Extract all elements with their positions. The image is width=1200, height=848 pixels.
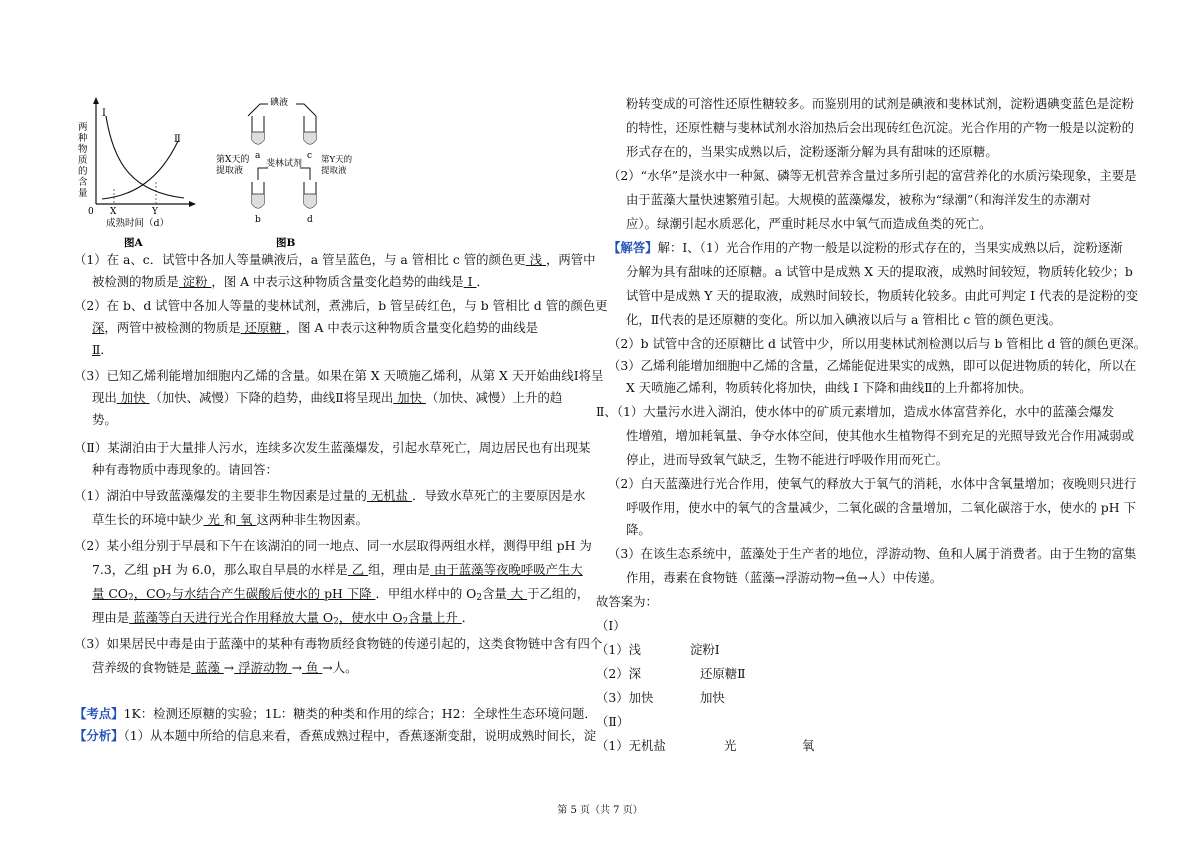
- tube-c: [304, 116, 316, 144]
- graph-a-x-arrow: [189, 201, 196, 207]
- kaodian-line: 【考点】1K：检测还原糖的实验；1L：糖类的种类和作用的综合；H2：全球性生态环境问题．: [74, 706, 597, 721]
- p2q2-line-1: （2）某小组分别于早晨和下午在该湖泊的同一地点、同一水层取得两组水样，测得甲组 pH 为: [74, 538, 592, 553]
- answer-1: （1）浅 淀粉Ⅰ: [596, 642, 720, 657]
- q1-line-1: （1）在 a、c．试管中各加人等量碘液后，a 管呈蓝色，与 a 管相比 c 管的颜色更 浅 ，两管中: [74, 252, 596, 267]
- right-line-4: （2）“水华”是淡水中一种氮、磷等无机营养含量过多所引起的富营养化的水质污染现象，主要是: [608, 168, 1137, 183]
- q3-line-2: 现出 加快 （加快、减慢）下降的趋势，曲线Ⅱ将呈现出 加快 （加快、减慢）上升的趋: [92, 390, 563, 405]
- graph-b-left-label-1: 第X天的: [216, 155, 250, 165]
- q2-line-3: Ⅱ．: [92, 342, 113, 357]
- graph-b-right-label-1: 第Y天的: [321, 155, 353, 165]
- right-line-15: 性增殖，增加耗氧量、争夺水体空间，使其他水生植物得不到充足的光照导致光合作用减弱或: [626, 428, 1135, 443]
- answer-heading: 故答案为：: [596, 594, 658, 609]
- tube-b: [252, 182, 264, 208]
- graph-b-arrow-right-top: [296, 104, 316, 116]
- graph-b: [216, 96, 353, 249]
- graph-a-origin: 0: [88, 207, 94, 217]
- graph-a-curve-1-label: Ⅰ: [102, 108, 106, 119]
- answer-3: （3）加快 加快: [596, 690, 725, 705]
- page-footer: 第 5 页（共 7 页）: [557, 805, 643, 816]
- p2q1-line-1: （1）湖泊中导致蓝藻爆发的主要非生物因素是过量的 无机盐 ．导致水草死亡的主要原因是水: [74, 488, 586, 503]
- answer-p2-1: （1）无机盐 光 氧: [596, 738, 815, 753]
- graph-a: [78, 97, 196, 249]
- p2q2-line-2: 7.3，乙组 pH 为 6.0，那么取自早晨的水样是 乙 组，理由是 由于蓝藻等夜晚呼吸产生大: [92, 562, 583, 577]
- right-line-16: 停止，进而导致氧气缺乏，生物不能进行呼吸作用而死亡。: [626, 452, 949, 467]
- right-line-1: 粉转变成的可溶性还原性糖较多。而鉴别用的试剂是碘液和斐林试剂，淀粉遇碘变蓝色是淀粉: [626, 96, 1135, 111]
- q3-line-3: 势。: [92, 412, 117, 427]
- p2q3-line-2: 营养级的食物链是 蓝藻 → 浮游动物 → 鱼 →人。: [92, 660, 358, 675]
- tube-a-label: a: [255, 151, 261, 161]
- part2-intro-1: （Ⅱ）某湖泊由于大量排人污水，连续多次发生蓝藻爆发，引起水草死亡，周边居民也有出现某: [74, 440, 591, 455]
- right-line-17: （2）白天蓝藻进行光合作用，使氧气的释放大于氧气的消耗，水体中含氧量增加；夜晚则只进行: [608, 476, 1137, 491]
- svg-text:含: 含: [78, 177, 88, 188]
- graph-b-right-label-2: 提取液: [321, 166, 347, 176]
- right-line-14: Ⅱ、（1）大量污水进入湖泊，使水体中的矿质元素增加，造成水体富营养化，水中的蓝藻会爆发: [596, 404, 1115, 419]
- right-line-5: 由于蓝藻大量快速繁殖引起。大规模的蓝藻爆发，被称为“绿潮”（和海洋发生的赤潮对: [626, 192, 1091, 207]
- graph-b-mid-label: 斐林试剂: [266, 159, 303, 169]
- tube-d: [304, 182, 316, 208]
- p2q2-line-3: 量 $CO_2$，$CO_2$与水结合产生碳酸后使水的 pH 下降 ．甲组水样中的 $O_2$含量 大 于乙组的，: [92, 586, 590, 603]
- svg-text:的: 的: [78, 166, 88, 177]
- q1-line-2: 被检测的物质是 淀粉 ，图 A 中表示这种物质含量变化趋势的曲线是 Ⅰ ．: [92, 274, 489, 289]
- svg-text:两: 两: [78, 122, 88, 133]
- svg-text:量: 量: [78, 188, 88, 199]
- p2q3-line-1: （3）如果居民中毒是由于蓝藻中的某种有毒物质经食物链的传递引起的，这类食物链中含有四个: [74, 636, 603, 651]
- svg-text:质: 质: [78, 155, 88, 166]
- figure-graphs: [74, 96, 353, 249]
- q2-line-1: （2）在 b、d 试管中各加人等量的斐林试剂，煮沸后，b 管呈砖红色，与 b 管相比 d 管的颜色更: [74, 298, 608, 313]
- graph-a-curve-2-label: Ⅱ: [174, 134, 181, 145]
- right-line-2: 的特性，还原性糖与斐林试剂水浴加热后会出现砖红色沉淀。光合作用的产物一般是以淀粉的: [626, 120, 1135, 135]
- right-line-8: 分解为具有甜味的还原糖。a 试管中是成熟 X 天的提取液，成熟时间较短，物质转化较少；b: [626, 264, 1133, 279]
- tube-a: [252, 116, 264, 144]
- right-line-19: 降。: [626, 522, 651, 537]
- graph-a-caption: 图A: [124, 237, 143, 249]
- fenxi-line: 【分析】（1）从本题中所给的信息来看，香蕉成熟过程中，香蕉逐渐变甜，说明成熟时间长，淀: [74, 728, 597, 743]
- right-line-18: 呼吸作用，使水中的氧气的含量减少，二氧化碳的含量增加，二氧化碳溶于水，使水的 pH 下: [626, 500, 1136, 515]
- graph-a-x-mark: X: [110, 207, 117, 217]
- answer-part2: （Ⅱ）: [596, 714, 630, 729]
- svg-text:物: 物: [78, 144, 88, 155]
- p2q1-line-2: 草生长的环境中缺少 光 和 氧 这两种非生物因素。: [92, 512, 368, 527]
- graph-b-caption: 图B: [276, 237, 296, 249]
- graph-a-ylabel: [78, 122, 88, 199]
- graph-a-curve-2: [102, 141, 178, 199]
- right-line-20: （3）在该生态系统中，蓝藻处于生产者的地位，浮游动物、鱼和人属于消费者。由于生物的富集: [608, 546, 1137, 561]
- right-line-6: 应）。绿潮引起水质恶化，严重时耗尽水中氧气而造成鱼类的死亡。: [626, 216, 992, 231]
- right-line-11: （2）b 试管中含的还原糖比 d 试管中少，所以用斐林试剂检测以后与 b 管相比 d 管的颜色更深。: [608, 336, 1147, 351]
- right-line-10: 化，Ⅱ代表的是还原糖的变化。所以加入碘液以后与 a 管相比 c 管的颜色更浅。: [626, 312, 1062, 327]
- right-line-21: 作用，毒素在食物链（蓝藻→浮游动物→鱼→人）中传递。: [626, 570, 943, 585]
- q3-line-1: （3）已知乙烯利能增加细胞内乙烯的含量。如果在第 X 天喷施乙烯利，从第 X 天开始曲线Ⅰ将呈: [74, 368, 604, 383]
- right-line-9: 试管中是成熟 Y 天的提取液，成熟时间较长，物质转化较多。由此可判定 I 代表的是淀粉的变: [626, 288, 1139, 303]
- right-line-13: X 天喷施乙烯利，物质转化将加快，曲线 I 下降和曲线Ⅱ的上升都将加快。: [626, 380, 1032, 395]
- graph-a-curve-1: [106, 116, 184, 198]
- graph-b-arrow-left-bottom: [258, 168, 268, 180]
- right-line-3: 形式存在的，当果实成熟以后，淀粉逐渐分解为具有甜味的还原糖。: [626, 144, 998, 159]
- q2-line-2: 深，两管中被检测的物质是 还原糖 ，图 A 中表示这种物质含量变化趋势的曲线是: [92, 320, 538, 335]
- graph-b-top-label: 碘液: [270, 98, 289, 108]
- answer-part1: （Ⅰ）: [596, 618, 626, 633]
- graph-a-y-mark: Y: [152, 207, 158, 217]
- svg-text:种: 种: [78, 133, 88, 144]
- answer-2: （2）深 还原糖Ⅱ: [596, 666, 746, 681]
- graph-b-arrow-left-top: [248, 104, 268, 116]
- right-line-7: 【解答】解：Ⅰ、（1）光合作用的产物一般是以淀粉的形式存在的，当果实成熟以后，淀粉逐渐: [608, 240, 1123, 255]
- part2-intro-2: 种有毒物质中毒现象的。请回答：: [92, 462, 278, 477]
- p2q2-line-4: 理由是 蓝藻等白天进行光合作用释放大量 $O_2$，使水中 $O_2$含量上升 ．: [92, 610, 475, 627]
- graph-b-arrow-right-bottom: [300, 168, 310, 180]
- graph-a-y-arrow: [93, 97, 99, 104]
- tube-c-label: c: [307, 151, 313, 161]
- tube-b-label: b: [255, 215, 261, 225]
- right-line-12: （3）乙烯利能增加细胞中乙烯的含量，乙烯能促进果实的成熟，即可以促进物质的转化，所以在: [608, 358, 1137, 373]
- graph-b-left-label-2: 提取液: [216, 166, 244, 176]
- tube-d-label: d: [307, 215, 313, 225]
- graph-a-xlabel: 成熟时间（d）: [106, 218, 170, 229]
